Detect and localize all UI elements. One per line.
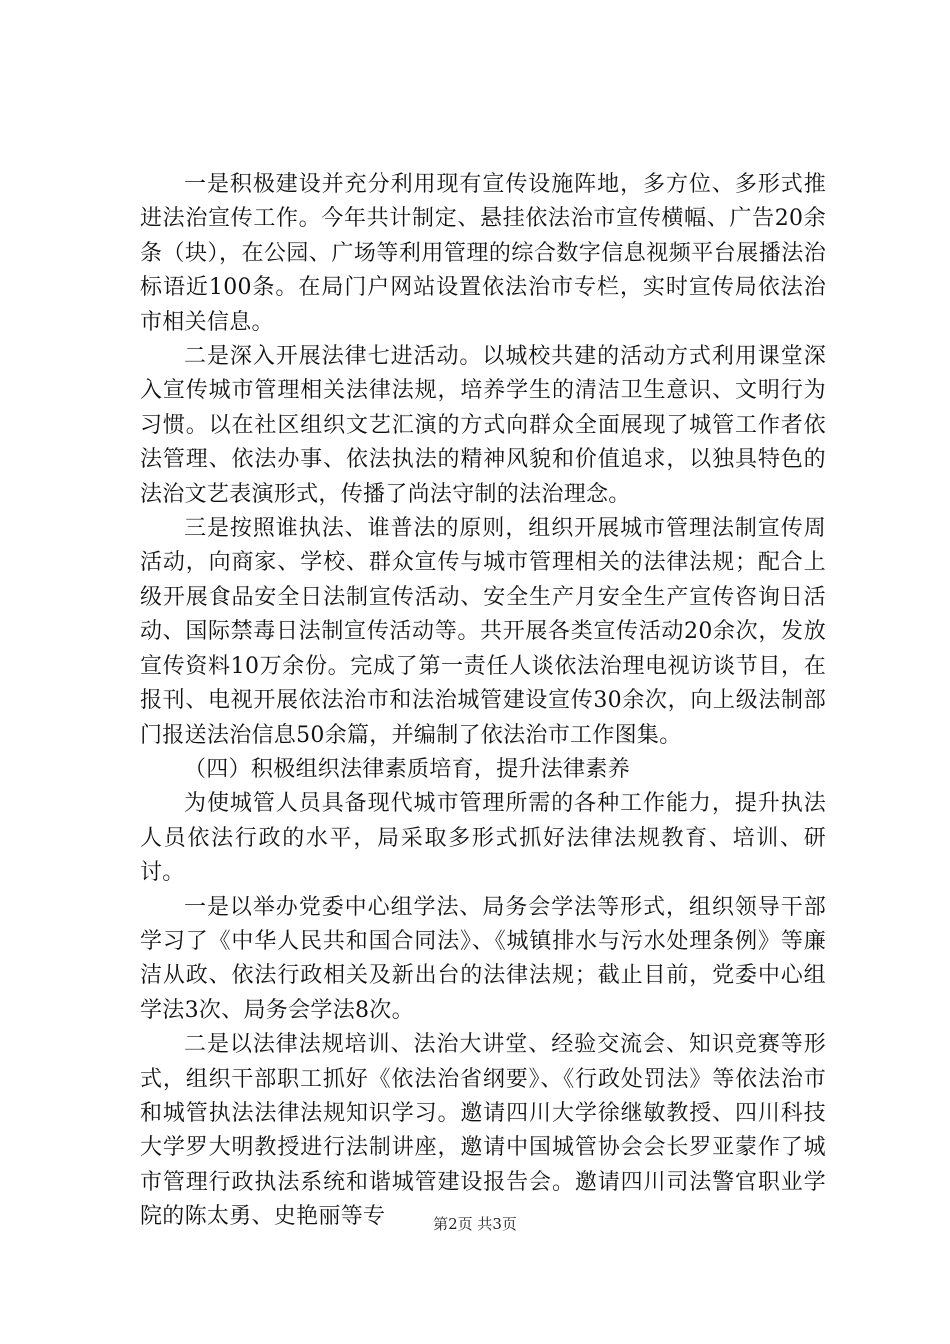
- paragraph-training-lectures: 二是以法律法规培训、法治大讲堂、经验交流会、知识竞赛等形式，组织干部职工抓好《依法治省纲要》、《行政处罚法》等依法治市和城管执法法律法规知识学习。邀请四川大学徐继敏教授、四川科技大学罗大明教授进行法制讲座，邀请中国城管协会会长罗亚蒙作了城市管理行政执法系统和谐城管建设报告会。邀请四川司法警官职业学院的陈太勇、史艳丽等专: [140, 1032, 826, 1230]
- paragraph-training-intro: 为使城管人员具备现代城市管理所需的各种工作能力，提升执法人员依法行政的水平，局采取多形式抓好法律法规教育、培训、研讨。: [140, 791, 826, 886]
- paragraph-party-committee-study: 一是以举办党委中心组学法、局务会学法等形式，组织领导干部学习了《中华人民共和国合同法》、《城镇排水与污水处理条例》等廉洁从政、依法行政相关及新出台的法律法规；截止目前，党委中心组学法3次、局务会学法8次。: [140, 894, 826, 1023]
- section-heading-legal-quality: （四）积极组织法律素质培育，提升法律素养: [184, 756, 631, 782]
- document-body: [140, 168, 826, 1235]
- paragraph-law-seven-entries: 二是深入开展法律七进活动。以城校共建的活动方式利用课堂深入宣传城市管理相关法律法规，培养学生的清洁卫生意识、文明行为习惯。以在社区组织文艺汇演的方式向群众全面展现了城管工作者依法管理、依法办事、依法执法的精神风貌和价值追求，以独具特色的法治文艺表演形式，传播了尚法守制的法治理念。: [140, 344, 826, 507]
- page-footer: 第2页 共3页: [433, 1215, 517, 1233]
- paragraph-publicity-facilities: 一是积极建设并充分利用现有宣传设施阵地，多方位、多形式推进法治宣传工作。今年共计制定、悬挂依法治市宣传横幅、广告20余条（块），在公园、广场等利用管理的综合数字信息视频平台展播法治标语近100条。在局门户网站设置依法治市专栏，实时宣传局依法治市相关信息。: [140, 172, 826, 335]
- paragraph-whoever-enforces-popularizes: 三是按照谁执法、谁普法的原则，组织开展城市管理法制宣传周活动，向商家、学校、群众宣传与城市管理相关的法律法规；配合上级开展食品安全日法制宣传活动、安全生产月安全生产宣传咨询日活动、国际禁毒日法制宣传活动等。共开展各类宣传活动20余次，发放宣传资料10万余份。完成了第一责任人谈依法治理电视访谈节目，在报刊、电视开展依法治市和法治城管建设宣传30余次，向上级法制部门报送法治信息50余篇，并编制了依法治市工作图集。: [140, 516, 826, 748]
